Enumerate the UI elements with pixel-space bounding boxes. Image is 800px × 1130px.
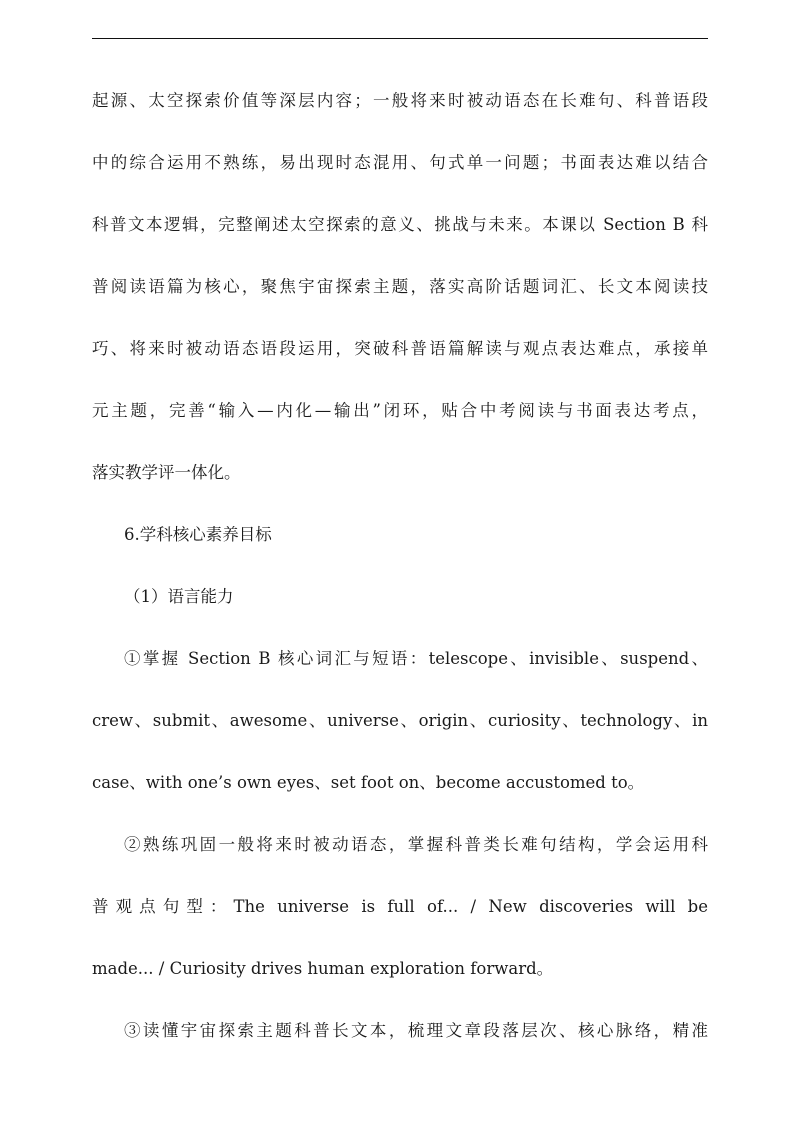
paragraph-line: 起源、太空探索价值等深层内容；一般将来时被动语态在长难句、科普语段 [92,91,708,110]
list-item-line: ①掌握 Section B 核心词汇与短语：telescope、invisible、suspend、 [124,649,708,668]
list-item-line: crew、submit、awesome、universe、origin、curiosity、technology、in [92,711,708,730]
section-heading: 6.学科核心素养目标 [124,525,272,544]
paragraph-line: 中的综合运用不熟练，易出现时态混用、句式单一问题；书面表达难以结合 [92,153,708,172]
list-item-line: case、with one’s own eyes、set foot on、become accustomed to。 [92,773,645,792]
list-item-line: ③读懂宇宙探索主题科普长文本，梳理文章段落层次、核心脉络，精准 [124,1021,708,1040]
list-item-line: 普观点句型：The universe is full of... / New discoveries will be [92,897,708,916]
list-item-line: made... / Curiosity drives human exploration forward。 [92,959,554,978]
paragraph-line: 落实教学评一体化。 [92,463,241,482]
paragraph-line: 科普文本逻辑，完整阐述太空探索的意义、挑战与未来。本课以 Section B 科 [92,215,708,234]
paragraph-line: 巧、将来时被动语态语段运用，突破科普语篇解读与观点表达难点，承接单 [92,339,708,358]
list-item-line: ②熟练巩固一般将来时被动语态，掌握科普类长难句结构，学会运用科 [124,835,708,854]
paragraph-line: 普阅读语篇为核心，聚焦宇宙探索主题，落实高阶话题词汇、长文本阅读技 [92,277,708,296]
subsection-heading: （1）语言能力 [124,587,234,606]
paragraph-line: 元主题，完善“输入—内化—输出”闭环，贴合中考阅读与书面表达考点， [92,401,708,420]
header-rule [92,38,708,39]
